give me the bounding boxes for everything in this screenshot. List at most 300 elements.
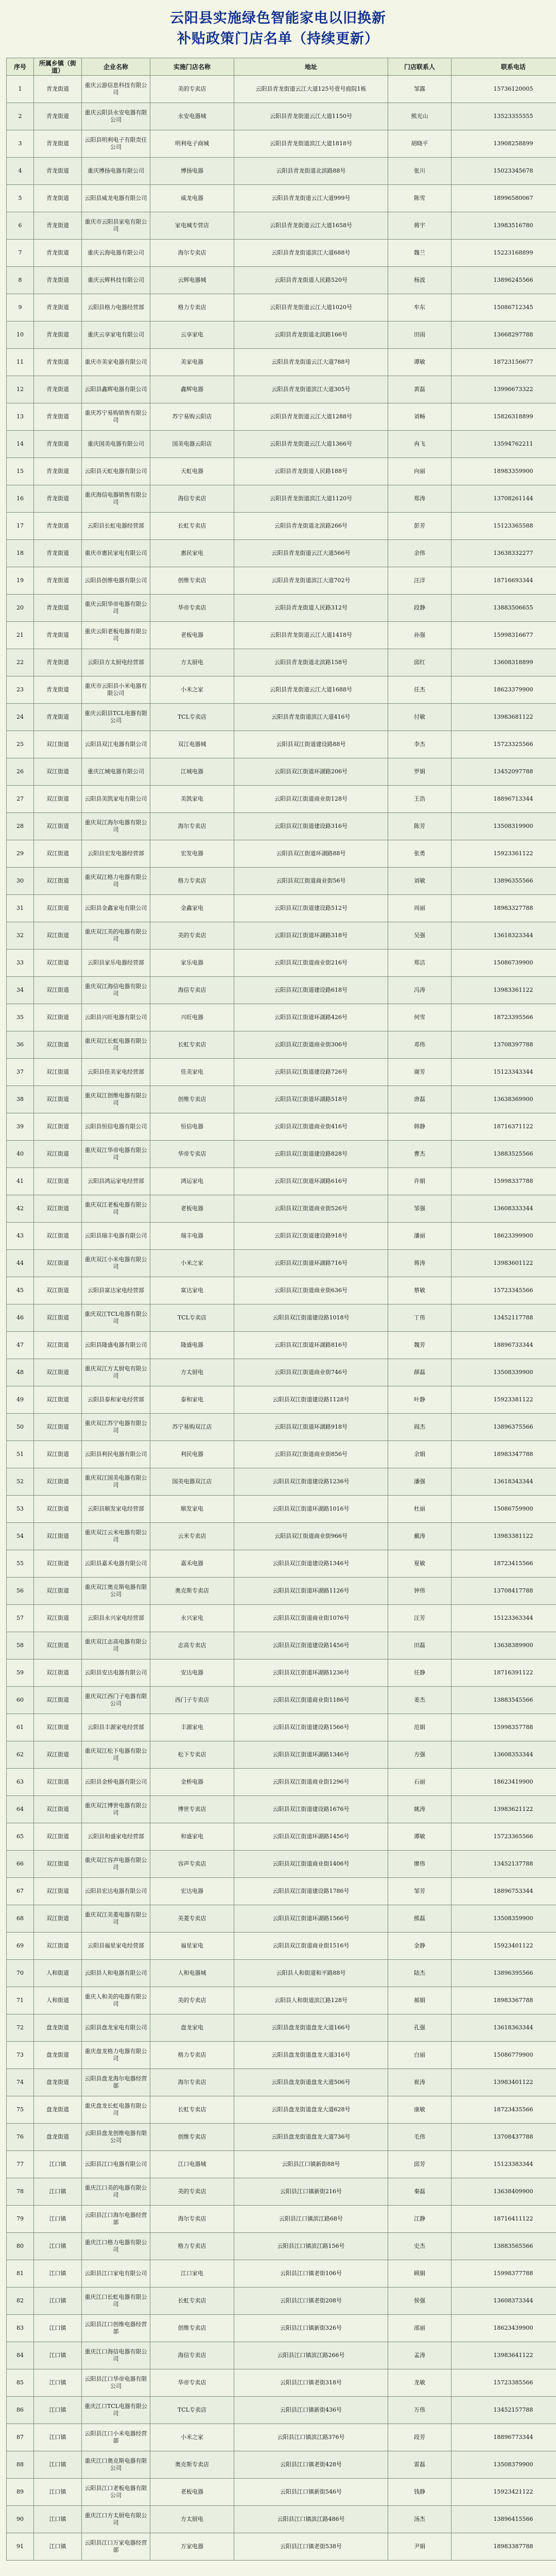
cell-contact-person: 金静 (388, 1933, 451, 1960)
cell-serial-no: 50 (7, 1414, 34, 1441)
cell-town: 青龙街道 (34, 540, 82, 567)
cell-serial-no: 24 (7, 704, 34, 731)
cell-contact-person: 蒋宇 (388, 212, 451, 240)
cell-store-name: 鸿运家电 (150, 1168, 234, 1195)
cell-company-name: 重庆双江TCL电器有限公司 (82, 1304, 150, 1332)
cell-phone: 13608318899 (451, 649, 556, 676)
cell-store-name: 长虹专卖店 (150, 2287, 234, 2315)
cell-address: 云阳县盘龙街道盘龙大道628号 (234, 2096, 388, 2124)
cell-serial-no: 63 (7, 1769, 34, 1796)
cell-contact-person: 任静 (388, 1659, 451, 1687)
cell-company-name: 重庆双江华帝电器有限公司 (82, 1141, 150, 1168)
cell-store-name: 博世专卖店 (150, 1796, 234, 1823)
cell-serial-no: 28 (7, 813, 34, 840)
table-row (7, 813, 556, 840)
cell-company-name: 重庆双江苏宁电器有限公司 (82, 1414, 150, 1441)
cell-address: 云阳县青龙街道云江大道1366号 (234, 431, 388, 458)
table-row (7, 1933, 556, 1960)
cell-company-name: 云阳县兴旺电器有限公司 (82, 1004, 150, 1031)
cell-company-name: 云阳县江口家电有限公司 (82, 2260, 150, 2287)
cell-serial-no: 13 (7, 403, 34, 431)
table-row (7, 704, 556, 731)
cell-phone: 13708261144 (451, 485, 556, 513)
cell-address: 云阳县江口镇滨江路376号 (234, 2424, 388, 2451)
cell-store-name: 明利电子商城 (150, 130, 234, 158)
cell-contact-person: 邵丽 (388, 2315, 451, 2342)
cell-phone: 15736120005 (451, 76, 556, 103)
cell-town: 江口镇 (34, 2397, 82, 2424)
table-row (7, 2397, 556, 2424)
cell-contact-person: 陈芳 (388, 813, 451, 840)
cell-town: 盘龙街道 (34, 2042, 82, 2069)
cell-serial-no: 71 (7, 1987, 34, 2014)
cell-store-name: 江口家电 (150, 2260, 234, 2287)
cell-town: 青龙街道 (34, 103, 82, 130)
cell-store-name: 美的专卖店 (150, 922, 234, 950)
cell-company-name: 重庆江口长虹电器有限公司 (82, 2287, 150, 2315)
cell-serial-no: 7 (7, 240, 34, 267)
cell-store-name: 宏发电器 (150, 840, 234, 868)
cell-town: 江口镇 (34, 2206, 82, 2233)
cell-address: 云阳县双江街道建设路1018号 (234, 1304, 388, 1332)
cell-contact-person: 余娟 (388, 1441, 451, 1468)
table-row (7, 2014, 556, 2042)
cell-address: 云阳县青龙街道云江大道125号壹号庭院1栋 (234, 76, 388, 103)
table-row (7, 212, 556, 240)
cell-address: 云阳县双江街道建设路1236号 (234, 1468, 388, 1496)
table-row (7, 1823, 556, 1851)
cell-address: 云阳县双江街道商业街1296号 (234, 1769, 388, 1796)
cell-store-name: 华帝专卖店 (150, 595, 234, 622)
cell-town: 双江街道 (34, 1414, 82, 1441)
cell-serial-no: 36 (7, 1031, 34, 1059)
table-row (7, 840, 556, 868)
cell-contact-person: 方强 (388, 1741, 451, 1769)
cell-contact-person: 谭敏 (388, 349, 451, 376)
cell-contact-person: 杜丽 (388, 1496, 451, 1523)
table-row (7, 1031, 556, 1059)
cell-phone: 13638389900 (451, 1632, 556, 1659)
cell-store-name: 小米之家 (150, 2424, 234, 2451)
cell-serial-no: 88 (7, 2451, 34, 2479)
cell-address: 云阳县青龙街道云江大道1418号 (234, 622, 388, 649)
cell-store-name: 海尔专卖店 (150, 813, 234, 840)
cell-company-name: 重庆双江老板电器有限公司 (82, 1195, 150, 1223)
cell-company-name: 云阳县方太厨电经营部 (82, 649, 150, 676)
cell-company-name: 云阳县金鑫家电有限公司 (82, 895, 150, 922)
cell-serial-no: 66 (7, 1851, 34, 1878)
cell-contact-person: 牟东 (388, 294, 451, 321)
cell-address: 云阳县人和街道和平路88号 (234, 1960, 388, 1987)
table-row (7, 2287, 556, 2315)
cell-contact-person: 余伟 (388, 540, 451, 567)
cell-store-name: 恒信电器 (150, 1113, 234, 1141)
cell-address: 云阳县青龙街道云江大道1150号 (234, 103, 388, 130)
cell-town: 青龙街道 (34, 212, 82, 240)
cell-store-name: 美家电器 (150, 349, 234, 376)
cell-address: 云阳县青龙街道云江大道1288号 (234, 403, 388, 431)
cell-contact-person: 蔡敏 (388, 1277, 451, 1304)
cell-company-name: 云阳县隆盛电器有限公司 (82, 1332, 150, 1359)
cell-store-name: 美的专卖店 (150, 2178, 234, 2206)
cell-store-name: 海信专卖店 (150, 977, 234, 1004)
cell-company-name: 重庆双江国美电器有限公司 (82, 1468, 150, 1496)
cell-store-name: 顺发家电 (150, 1496, 234, 1523)
cell-contact-person: 刘畅 (388, 403, 451, 431)
cell-town: 江口镇 (34, 2315, 82, 2342)
table-row (7, 349, 556, 376)
cell-company-name: 重庆双江海信电器有限公司 (82, 977, 150, 1004)
cell-phone: 18983359900 (451, 458, 556, 485)
cell-town: 青龙街道 (34, 458, 82, 485)
table-row (7, 1960, 556, 1987)
cell-town: 双江街道 (34, 1550, 82, 1578)
cell-company-name: 重庆双江容声电器有限公司 (82, 1851, 150, 1878)
cell-company-name: 重庆云辉科技有限公司 (82, 267, 150, 294)
cell-address: 云阳县江口镇滨江路266号 (234, 2342, 388, 2369)
cell-contact-person: 雷磊 (388, 2451, 451, 2479)
table-row (7, 1059, 556, 1086)
cell-address: 云阳县双江街道环湖路1016号 (234, 1496, 388, 1523)
cell-address: 云阳县青龙街道滨江大道1818号 (234, 130, 388, 158)
cell-address: 云阳县双江街道环湖路518号 (234, 1086, 388, 1113)
cell-town: 双江街道 (34, 1250, 82, 1277)
cell-serial-no: 55 (7, 1550, 34, 1578)
cell-phone: 15123365588 (451, 513, 556, 540)
table-row (7, 2506, 556, 2533)
table-row (7, 2342, 556, 2369)
cell-phone: 18723395566 (451, 1004, 556, 1031)
cell-company-name: 重庆双江美菱电器有限公司 (82, 1905, 150, 1933)
table-row (7, 540, 556, 567)
cell-town: 青龙街道 (34, 431, 82, 458)
cell-store-name: TCL专卖店 (150, 2397, 234, 2424)
table-row (7, 1332, 556, 1359)
cell-serial-no: 10 (7, 321, 34, 349)
table-row (7, 267, 556, 294)
cell-phone: 15123363344 (451, 1605, 556, 1632)
cell-address: 云阳县双江街道环湖路1126号 (234, 1578, 388, 1605)
table-row (7, 2151, 556, 2178)
cell-town: 双江街道 (34, 1605, 82, 1632)
cell-company-name: 云阳县宏发电器经营部 (82, 840, 150, 868)
cell-address: 云阳县双江街道环湖路426号 (234, 1004, 388, 1031)
cell-phone: 13883565566 (451, 2233, 556, 2260)
cell-address: 云阳县江口镇老街538号 (234, 2533, 388, 2561)
cell-company-name: 重庆盘龙格力电器有限公司 (82, 2042, 150, 2069)
header-company-name: 企业名称 (82, 58, 150, 76)
cell-store-name: 海尔专卖店 (150, 2206, 234, 2233)
cell-address: 云阳县青龙街道人民路520号 (234, 267, 388, 294)
cell-serial-no: 89 (7, 2479, 34, 2506)
table-row (7, 431, 556, 458)
cell-store-name: 佳美家电 (150, 1059, 234, 1086)
cell-phone: 18996580067 (451, 185, 556, 212)
cell-store-name: 云辉电器城 (150, 267, 234, 294)
cell-company-name: 云阳县天虹电器有限公司 (82, 458, 150, 485)
cell-town: 盘龙街道 (34, 2124, 82, 2151)
cell-serial-no: 19 (7, 567, 34, 595)
cell-contact-person: 罗娟 (388, 758, 451, 786)
cell-address: 云阳县青龙街道云江大道999号 (234, 185, 388, 212)
cell-address: 云阳县双江街道商业街526号 (234, 1195, 388, 1223)
cell-serial-no: 26 (7, 758, 34, 786)
cell-phone: 13618323344 (451, 922, 556, 950)
cell-serial-no: 53 (7, 1496, 34, 1523)
cell-phone: 13708437788 (451, 2124, 556, 2151)
cell-town: 双江街道 (34, 950, 82, 977)
cell-town: 江口镇 (34, 2369, 82, 2397)
cell-town: 江口镇 (34, 2151, 82, 2178)
cell-contact-person: 熊光山 (388, 103, 451, 130)
cell-store-name: 家电城专营店 (150, 212, 234, 240)
cell-town: 双江街道 (34, 1496, 82, 1523)
cell-company-name: 重庆江口海信电器有限公司 (82, 2342, 150, 2369)
cell-serial-no: 65 (7, 1823, 34, 1851)
cell-company-name: 云阳县人和电器有限公司 (82, 1960, 150, 1987)
cell-phone: 15723385566 (451, 2369, 556, 2397)
cell-town: 青龙街道 (34, 185, 82, 212)
table-row (7, 1878, 556, 1905)
cell-company-name: 云阳县利民电器有限公司 (82, 1441, 150, 1468)
table-row (7, 868, 556, 895)
cell-store-name: 海尔专卖店 (150, 2069, 234, 2096)
cell-store-name: 国美电器云阳店 (150, 431, 234, 458)
cell-company-name: 重庆双江小米电器有限公司 (82, 1250, 150, 1277)
cell-address: 云阳县双江街道环湖路1346号 (234, 1741, 388, 1769)
cell-store-name: 丰源家电 (150, 1714, 234, 1741)
cell-company-name: 重庆苏宁易购销售有限公司 (82, 403, 150, 431)
cell-town: 青龙街道 (34, 676, 82, 704)
cell-serial-no: 5 (7, 185, 34, 212)
cell-serial-no: 77 (7, 2151, 34, 2178)
cell-town: 双江街道 (34, 1659, 82, 1687)
cell-company-name: 重庆双江美的电器有限公司 (82, 922, 150, 950)
cell-store-name: 永兴家电 (150, 1605, 234, 1632)
cell-serial-no: 60 (7, 1687, 34, 1714)
table-row (7, 2479, 556, 2506)
cell-contact-person: 杨波 (388, 267, 451, 294)
cell-phone: 13608333344 (451, 1195, 556, 1223)
table-row (7, 1714, 556, 1741)
cell-serial-no: 39 (7, 1113, 34, 1141)
table-row (7, 2315, 556, 2342)
cell-address: 云阳县双江街道商业街966号 (234, 1523, 388, 1550)
cell-address: 云阳县青龙街道云江大道1658号 (234, 212, 388, 240)
table-row (7, 1550, 556, 1578)
cell-contact-person: 崔涛 (388, 2069, 451, 2096)
table-row (7, 1113, 556, 1141)
cell-address: 云阳县双江街道建设路1128号 (234, 1386, 388, 1414)
table-row (7, 376, 556, 403)
cell-phone: 15998377788 (451, 2260, 556, 2287)
cell-phone: 18983327788 (451, 895, 556, 922)
cell-serial-no: 38 (7, 1086, 34, 1113)
table-row (7, 758, 556, 786)
cell-contact-person: 邱芳 (388, 2151, 451, 2178)
cell-store-name: 小米之家 (150, 1250, 234, 1277)
cell-company-name: 重庆双江志高电器有限公司 (82, 1632, 150, 1659)
cell-serial-no: 90 (7, 2506, 34, 2533)
cell-phone: 18716371122 (451, 1113, 556, 1141)
cell-phone: 15723325566 (451, 731, 556, 758)
cell-store-name: 博扬电器 (150, 158, 234, 185)
cell-address: 云阳县双江街道建设路726号 (234, 1059, 388, 1086)
cell-phone: 15086739900 (451, 950, 556, 977)
cell-store-name: 云享家电 (150, 321, 234, 349)
cell-contact-person: 汪芳 (388, 1605, 451, 1632)
cell-phone: 13508359900 (451, 1905, 556, 1933)
cell-contact-person: 邹露 (388, 76, 451, 103)
cell-town: 双江街道 (34, 895, 82, 922)
cell-phone: 13452137788 (451, 1851, 556, 1878)
cell-store-name: 隆盛电器 (150, 1332, 234, 1359)
cell-phone: 13883545566 (451, 1687, 556, 1714)
cell-contact-person: 吴强 (388, 922, 451, 950)
cell-town: 双江街道 (34, 840, 82, 868)
cell-store-name: 美的专卖店 (150, 76, 234, 103)
cell-serial-no: 2 (7, 103, 34, 130)
table-row (7, 1632, 556, 1659)
cell-contact-person: 蒋涛 (388, 1250, 451, 1277)
cell-address: 云阳县江口镇滨江路68号 (234, 2206, 388, 2233)
cell-contact-person: 尹娟 (388, 2533, 451, 2561)
table-row (7, 1250, 556, 1277)
cell-serial-no: 21 (7, 622, 34, 649)
cell-store-name: 老板电器 (150, 622, 234, 649)
cell-address: 云阳县盘龙街道盘龙大道166号 (234, 2014, 388, 2042)
cell-phone: 13638369900 (451, 1086, 556, 1113)
cell-address: 云阳县双江街道建设路88号 (234, 731, 388, 758)
cell-contact-person: 汪洋 (388, 567, 451, 595)
cell-company-name: 云阳县丰源家电经营部 (82, 1714, 150, 1741)
cell-company-name: 重庆云阳华帝电器有限公司 (82, 595, 150, 622)
cell-address: 云阳县双江街道环湖路318号 (234, 922, 388, 950)
cell-address: 云阳县双江街道环湖路816号 (234, 1332, 388, 1359)
table-row (7, 185, 556, 212)
cell-address: 云阳县双江街道建设路512号 (234, 895, 388, 922)
cell-serial-no: 9 (7, 294, 34, 321)
cell-company-name: 云阳县嘉禾电器有限公司 (82, 1550, 150, 1578)
cell-company-name: 重庆国美电器有限公司 (82, 431, 150, 458)
cell-store-name: 国美电器双江店 (150, 1468, 234, 1496)
cell-address: 云阳县双江街道建设路918号 (234, 1223, 388, 1250)
cell-serial-no: 80 (7, 2233, 34, 2260)
cell-town: 江口镇 (34, 2424, 82, 2451)
table-row (7, 1578, 556, 1605)
table-row (7, 1414, 556, 1441)
cell-company-name: 重庆市云阳县小米电器有限公司 (82, 676, 150, 704)
cell-contact-person: 潘强 (388, 1468, 451, 1496)
cell-contact-person: 顾娟 (388, 2260, 451, 2287)
cell-contact-person: 阎杰 (388, 1414, 451, 1441)
cell-contact-person: 龙敏 (388, 2369, 451, 2397)
cell-address: 云阳县双江街道商业街1186号 (234, 1687, 388, 1714)
cell-store-name: 福星家电 (150, 1933, 234, 1960)
cell-store-name: 西门子专卖店 (150, 1687, 234, 1714)
cell-company-name: 重庆双江格力电器有限公司 (82, 868, 150, 895)
cell-store-name: 松下专卖店 (150, 1741, 234, 1769)
cell-address: 云阳县双江街道环湖路1566号 (234, 1905, 388, 1933)
table-row (7, 1195, 556, 1223)
cell-serial-no: 52 (7, 1468, 34, 1496)
table-row (7, 2260, 556, 2287)
cell-serial-no: 15 (7, 458, 34, 485)
cell-address: 云阳县江口镇新街326号 (234, 2315, 388, 2342)
cell-serial-no: 41 (7, 1168, 34, 1195)
cell-town: 青龙街道 (34, 267, 82, 294)
table-row (7, 622, 556, 649)
cell-store-name: TCL专卖店 (150, 704, 234, 731)
cell-address: 云阳县青龙街道云江大道566号 (234, 540, 388, 567)
cell-store-name: 金桥电器 (150, 1769, 234, 1796)
cell-town: 青龙街道 (34, 130, 82, 158)
cell-store-name: 长虹专卖店 (150, 513, 234, 540)
cell-contact-person: 丁伟 (388, 1304, 451, 1332)
cell-contact-person: 王浩 (388, 786, 451, 813)
cell-store-name: 奥克斯专卖店 (150, 2451, 234, 2479)
cell-address: 云阳县江口镇老街428号 (234, 2451, 388, 2479)
cell-company-name: 云阳县江口海尔电器经营部 (82, 2206, 150, 2233)
cell-town: 双江街道 (34, 1223, 82, 1250)
cell-address: 云阳县江口镇老街318号 (234, 2369, 388, 2397)
cell-town: 双江街道 (34, 1714, 82, 1741)
cell-phone: 15998316677 (451, 622, 556, 649)
cell-contact-person: 江静 (388, 2206, 451, 2233)
cell-serial-no: 84 (7, 2342, 34, 2369)
cell-phone: 13983381122 (451, 1523, 556, 1550)
cell-store-name: 美菱专卖店 (150, 1905, 234, 1933)
cell-company-name: 云阳县佳美家电经营部 (82, 1059, 150, 1086)
cell-phone: 18983387788 (451, 2533, 556, 2561)
cell-town: 江口镇 (34, 2178, 82, 2206)
cell-serial-no: 6 (7, 212, 34, 240)
cell-serial-no: 67 (7, 1878, 34, 1905)
cell-phone: 13983601122 (451, 1250, 556, 1277)
cell-phone: 18716411122 (451, 2206, 556, 2233)
cell-serial-no: 46 (7, 1304, 34, 1332)
cell-store-name: 奥克斯专卖店 (150, 1578, 234, 1605)
table-row (7, 731, 556, 758)
cell-address: 云阳县双江街道建设路1676号 (234, 1796, 388, 1823)
cell-address: 云阳县江口镇新街436号 (234, 2397, 388, 2424)
cell-town: 双江街道 (34, 1851, 82, 1878)
cell-phone: 18983347788 (451, 1441, 556, 1468)
cell-serial-no: 48 (7, 1359, 34, 1386)
cell-phone: 13452117788 (451, 1304, 556, 1332)
cell-contact-person: 钟伟 (388, 1578, 451, 1605)
cell-address: 云阳县双江街道环湖路716号 (234, 1250, 388, 1277)
cell-town: 江口镇 (34, 2287, 82, 2315)
cell-serial-no: 56 (7, 1578, 34, 1605)
cell-store-name: 华帝专卖店 (150, 1141, 234, 1168)
cell-store-name: 小米之家 (150, 676, 234, 704)
cell-serial-no: 18 (7, 540, 34, 567)
cell-phone: 13983401122 (451, 2069, 556, 2096)
cell-company-name: 云阳县江口电器有限公司 (82, 2151, 150, 2178)
table-row (7, 2178, 556, 2206)
cell-company-name: 云阳县江口创维电器经营部 (82, 2315, 150, 2342)
table-row (7, 1441, 556, 1468)
table-row (7, 676, 556, 704)
cell-contact-person: 刘敏 (388, 868, 451, 895)
cell-phone: 13983361122 (451, 977, 556, 1004)
cell-town: 盘龙街道 (34, 2096, 82, 2124)
cell-serial-no: 25 (7, 731, 34, 758)
cell-phone: 13618343344 (451, 1468, 556, 1496)
cell-store-name: 鑫辉电器 (150, 376, 234, 403)
cell-address: 云阳县双江街道环湖路1456号 (234, 1823, 388, 1851)
